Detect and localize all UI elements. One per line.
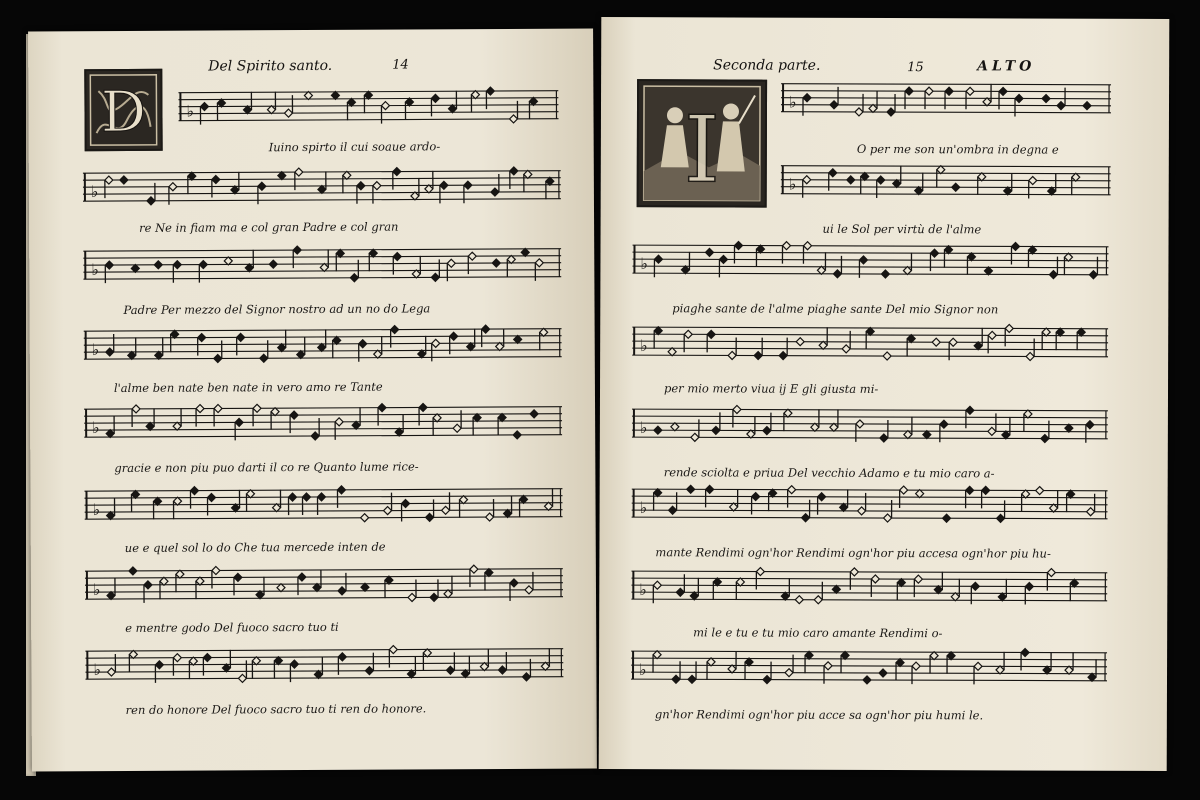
lyric-line: mante Rendimi ogn'hor Rendimi ogn'hor piu accesa ogn'hor piu hu-: [655, 545, 1051, 561]
svg-text:♭: ♭: [788, 174, 797, 194]
lyric-line: rende sciolta e priua Del vecchio Adamo e tu mio caro a-: [663, 465, 995, 481]
music-staff: [631, 643, 1107, 701]
svg-text:♭: ♭: [640, 254, 649, 274]
lyric-line: l'alme ben nate ben nate in vero amo re Tante: [113, 379, 383, 396]
lyric-line: ue e quel sol lo do Che tua mercede inten de: [124, 539, 386, 555]
decorated-initial-woodcut: [637, 79, 767, 207]
lyric-line: O per me son un'ombra in degna e: [856, 141, 1059, 157]
svg-text:♭: ♭: [639, 418, 648, 438]
svg-text:♭: ♭: [92, 580, 101, 600]
left-page: [28, 29, 597, 772]
music-staff: [83, 241, 561, 300]
ornament-icon: [86, 71, 160, 149]
music-staff: [632, 237, 1108, 291]
music-staff: [632, 319, 1108, 373]
svg-text:♭: ♭: [639, 498, 648, 518]
music-staff: [781, 158, 1111, 211]
music-staff: [85, 561, 563, 616]
music-staff: [83, 163, 561, 218]
svg-text:♭: ♭: [640, 336, 648, 356]
svg-text:♭: ♭: [90, 182, 99, 202]
svg-text:♭: ♭: [639, 660, 647, 680]
lyric-line: mi le e tu e tu mio caro amante Rendimi o-: [693, 625, 943, 641]
page-number: 15: [907, 60, 924, 76]
lyric-line: ren do honore Del fuoco sacro tuo ti ren do honore.: [125, 701, 427, 717]
svg-text:♭: ♭: [92, 418, 100, 438]
music-staff: [178, 83, 558, 137]
svg-text:♭: ♭: [788, 92, 797, 112]
svg-text:♭: ♭: [91, 340, 100, 360]
lyric-line: gn'hor Rendimi ogn'hor piu acce sa ogn'hor piu humi le.: [654, 707, 984, 723]
decorated-initial-d: [84, 69, 162, 151]
woodcut-figures-icon: [639, 81, 765, 205]
lyric-line: per mio merto viua ij E gli giusta mi-: [663, 381, 879, 396]
voice-part-label: ALTO: [977, 58, 1036, 75]
page-number: 14: [392, 57, 409, 73]
svg-text:♭: ♭: [92, 500, 101, 520]
svg-text:D: D: [100, 79, 147, 146]
music-staff: [84, 399, 562, 454]
lyric-line: ui le Sol per virtù de l'alme: [822, 221, 982, 237]
music-staff: [84, 481, 562, 536]
lyric-line: piaghe sante de l'alme piaghe sante Del mio Signor non: [672, 301, 999, 317]
svg-text:♭: ♭: [91, 260, 99, 280]
music-staff: [85, 641, 563, 700]
music-staff: [84, 321, 562, 376]
music-staff: [632, 481, 1108, 535]
page-header: Seconda parte.: [713, 57, 821, 74]
music-staff: [632, 401, 1108, 455]
svg-text:♭: ♭: [186, 101, 195, 121]
lyric-line: Padre Per mezzo del Signor nostro ad un no do Lega: [123, 301, 431, 317]
svg-text:♭: ♭: [639, 580, 647, 600]
page-header: Del Spirito santo.: [208, 57, 333, 75]
svg-text:♭: ♭: [93, 660, 102, 680]
lyric-line: Iuino spirto il cui soaue ardo-: [268, 139, 441, 155]
music-staff: [631, 563, 1107, 617]
right-page: [599, 17, 1170, 771]
svg-text:I: I: [683, 96, 721, 204]
lyric-line: gracie e non piu puo darti il co re Quanto lume rice-: [114, 459, 419, 476]
lyric-line: e mentre godo Del fuoco sacro tuo ti: [125, 619, 339, 635]
lyric-line: re Ne in fiam ma e col gran Padre e col gran: [139, 219, 399, 235]
music-staff: [781, 76, 1111, 129]
